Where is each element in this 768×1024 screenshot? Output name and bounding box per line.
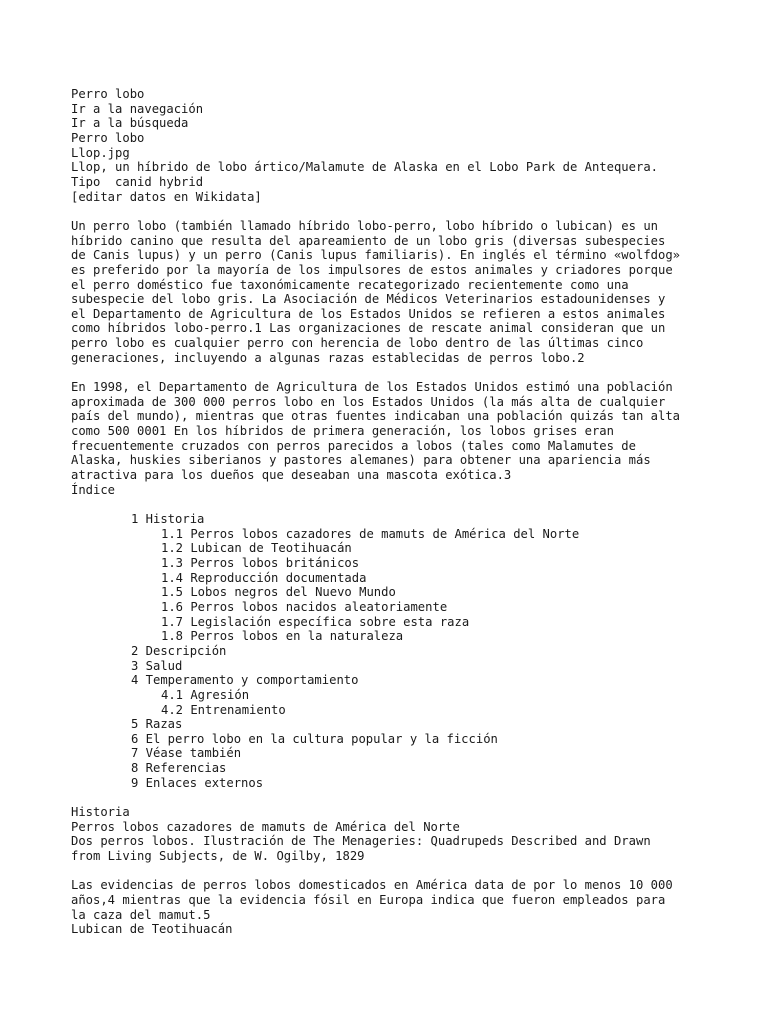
toc-item[interactable]: 1.7 Legislación específica sobre esta raza [161, 614, 470, 629]
paragraph-line: como 500 0001 En los híbridos de primera generación, los lobos grises eran [71, 424, 614, 439]
figure-caption [71, 834, 761, 863]
spacer [71, 365, 761, 380]
paragraph-line: país del mundo), mientras que otras fuentes indicaban una población quizás tan alta [71, 409, 681, 424]
paragraph-line: subespecie del lobo gris. La Asociación de Médicos Veterinarios estadounidenses y [71, 292, 666, 307]
paragraph-line: perro lobo es cualquier perro con herencia de lobo dentro de las últimas cinco [71, 336, 644, 351]
toc-item[interactable]: 1.2 Lubican de Teotihuacán [161, 541, 352, 556]
page-title: Perro lobo [71, 87, 145, 101]
caption-line: Dos perros lobos. Ilustración de The Menageries: Quadrupeds Described and Drawn [71, 834, 651, 849]
spacer [71, 790, 761, 805]
toc-item[interactable]: 1.6 Perros lobos nacidos aleatoriamente [161, 599, 448, 614]
toc-item[interactable]: 1.8 Perros lobos en la naturaleza [161, 629, 404, 644]
toc-item[interactable]: 1.3 Perros lobos británicos [161, 555, 360, 570]
paragraph-line: el Departamento de Agricultura de los Estados Unidos se refieren a estos animales [71, 306, 666, 321]
toc-item[interactable]: 1.1 Perros lobos cazadores de mamuts de América del Norte [161, 526, 580, 541]
toc-heading: Índice [71, 482, 116, 497]
toc-item[interactable]: 1.4 Reproducción documentada [161, 570, 367, 585]
toc-item[interactable]: 7 Véase también [131, 746, 242, 761]
edit-wikidata-link[interactable]: [editar datos en Wikidata] [71, 189, 262, 204]
paragraph-line: Alaska, huskies siberianos y pastores alemanes) para obtener una apariencia más [71, 453, 651, 468]
toc-item[interactable]: 2 Descripción [131, 643, 227, 658]
history-paragraph [71, 878, 761, 922]
paragraph-line: En 1998, el Departamento de Agricultura de los Estados Unidos estimó una población [71, 380, 673, 395]
infobox-type-row: Tipo canid hybrid [71, 174, 204, 189]
paragraph-line: frecuentemente cruzados con perros parecidos a lobos (tales como Malamutes de [71, 438, 636, 453]
skip-to-search-link[interactable]: Ir a la búsqueda [71, 116, 189, 131]
toc-item[interactable]: 1.5 Lobos negros del Nuevo Mundo [161, 585, 396, 600]
toc-item[interactable]: 1 Historia [131, 511, 205, 526]
paragraph-line: generaciones, incluyendo a algunas razas establecidas de perros lobo.2 [71, 350, 585, 365]
paragraph-line: Las evidencias de perros lobos domesticados en América data de por lo menos 10 000 [71, 878, 673, 893]
toc-item[interactable]: 6 El perro lobo en la cultura popular y la ficción [131, 731, 498, 746]
paragraph-line: años,4 mientras que la evidencia fósil en Europa indica que fueron empleados para [71, 893, 666, 908]
toc-item[interactable]: 9 Enlaces externos [131, 775, 264, 790]
spacer [71, 204, 761, 219]
infobox-caption: Llop, un híbrido de lobo ártico/Malamute de Alaska en el Lobo Park de Antequera. [71, 160, 658, 175]
section-heading-historia: Historia [71, 805, 130, 820]
subsection-heading-mamuts: Perros lobos cazadores de mamuts de América del Norte [71, 819, 460, 834]
spacer [71, 497, 761, 512]
toc-item[interactable]: 8 Referencias [131, 761, 227, 776]
paragraph-line: Un perro lobo (también llamado híbrido lobo-perro, lobo híbrido o lubican) es un [71, 218, 658, 233]
toc-item[interactable]: 3 Salud [131, 658, 183, 673]
infobox-image-filename[interactable]: Llop.jpg [71, 145, 130, 160]
intro-paragraph-1 [71, 219, 761, 366]
infobox [71, 131, 761, 204]
skip-to-navigation-link[interactable]: Ir a la navegación [71, 101, 204, 116]
subsection-heading-teotihuacan: Lubican de Teotihuacán [71, 922, 233, 937]
paragraph-line: atractiva para los dueños que deseaban una mascota exótica.3 [71, 468, 512, 483]
table-of-contents [71, 512, 761, 790]
toc-item[interactable]: 5 Razas [131, 717, 183, 732]
paragraph-line: como híbridos lobo-perro.1 Las organizaciones de rescate animal consideran que un [71, 321, 666, 336]
paragraph-line: de Canis lupus) y un perro (Canis lupus familiaris). En inglés el término «wolfdog» [71, 248, 681, 263]
paragraph-line: aproximada de 300 000 perros lobo en los Estados Unidos (la más alta de cualquier [71, 394, 666, 409]
caption-line: from Living Subjects, de W. Ogilby, 1829 [71, 849, 365, 864]
infobox-title: Perro lobo [71, 130, 145, 145]
paragraph-line: es preferido por la mayoría de los impulsores de estos animales y criadores porque [71, 262, 673, 277]
document-page [71, 87, 761, 937]
intro-paragraph-2 [71, 380, 761, 483]
paragraph-line: híbrido canino que resulta del apareamiento de un lobo gris (diversas subespecies [71, 233, 666, 248]
spacer [71, 864, 761, 879]
paragraph-line: la caza del mamut.5 [71, 907, 211, 922]
toc-item[interactable]: 4.1 Agresión [161, 687, 250, 702]
paragraph-line: el perro doméstico fue taxonómicamente recategorizado recientemente como una [71, 277, 629, 292]
toc-item[interactable]: 4 Temperamento y comportamiento [131, 673, 359, 688]
toc-item[interactable]: 4.2 Entrenamiento [161, 702, 286, 717]
